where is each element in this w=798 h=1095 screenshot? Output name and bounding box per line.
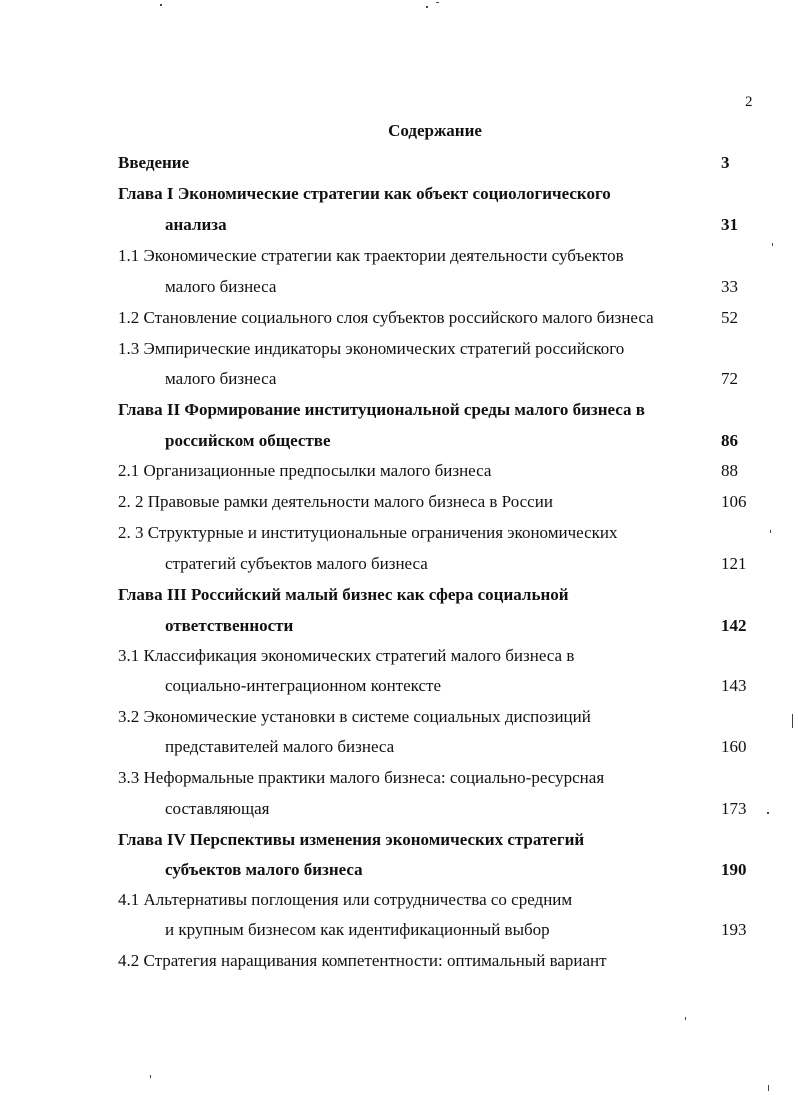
toc-section-2-3: 2. 3 Структурные и институциональные ограничения экономических <box>118 523 618 542</box>
toc-chapter-4-title-cont: субъектов малого бизнеса <box>165 860 363 879</box>
toc-section-1-3: 1.3 Эмпирические индикаторы экономических стратегий российского <box>118 339 625 358</box>
scan-speck <box>792 714 793 728</box>
toc-section-3-3: 3.3 Неформальные практики малого бизнеса: социально-ресурсная <box>118 768 605 787</box>
toc-section-2-1: 2.1 Организационные предпосылки малого бизнеса <box>118 461 492 480</box>
toc-section-1-3-cont: малого бизнеса <box>165 369 277 388</box>
toc-page-chapter-1: 31 <box>721 215 738 234</box>
toc-section-3-1: 3.1 Классификация экономических стратегий малого бизнеса в <box>118 646 575 665</box>
toc-section-4-1: 4.1 Альтернативы поглощения или сотрудничества со средним <box>118 890 573 909</box>
toc-chapter-4-title: Глава IV Перспективы изменения экономических стратегий <box>118 830 585 849</box>
toc-page-chapter-3: 142 <box>721 616 747 635</box>
toc-section-3-2: 3.2 Экономические установки в системе социальных диспозиций <box>118 707 591 726</box>
toc-page-section-1-1: 33 <box>721 277 738 296</box>
toc-section-3-2-cont: представителей малого бизнеса <box>165 737 395 756</box>
toc-page-section-3-2: 160 <box>721 737 747 756</box>
toc-page-chapter-2: 86 <box>721 431 738 450</box>
toc-section-4-1-cont: и крупным бизнесом как идентификационный выбор <box>165 920 550 939</box>
scan-speck <box>160 4 162 6</box>
scan-speck <box>772 243 773 246</box>
scan-speck <box>150 1075 151 1078</box>
toc-page-section-2-3: 121 <box>721 554 747 573</box>
toc-page-chapter-4: 190 <box>721 860 747 879</box>
scan-speck <box>436 2 439 3</box>
toc-page-section-4-1: 193 <box>721 920 747 939</box>
toc-page-section-2-1: 88 <box>721 461 738 480</box>
toc-page-section-2-2: 106 <box>721 492 747 511</box>
toc-chapter-3-title-cont: ответственности <box>165 616 294 635</box>
toc-section-4-2: 4.2 Стратегия наращивания компетентности: оптимальный вариант <box>118 951 607 970</box>
toc-page-section-3-1: 143 <box>721 676 747 695</box>
toc-page-section-3-3: 173 <box>721 799 747 818</box>
toc-chapter-3-title: Глава III Российский малый бизнес как сфера социальной <box>118 585 569 604</box>
toc-page-section-1-3: 72 <box>721 369 738 388</box>
toc-section-2-3-cont: стратегий субъектов малого бизнеса <box>165 554 428 573</box>
toc-section-1-1: 1.1 Экономические стратегии как траектории деятельности субъектов <box>118 246 624 265</box>
toc-section-2-2: 2. 2 Правовые рамки деятельности малого бизнеса в России <box>118 492 553 511</box>
toc-chapter-2-title: Глава II Формирование институциональной среды малого бизнеса в <box>118 400 645 419</box>
scan-speck <box>685 1017 686 1020</box>
toc-section-1-2: 1.2 Становление социального слоя субъектов российского малого бизнеса <box>118 308 654 327</box>
toc-section-1-1-cont: малого бизнеса <box>165 277 277 296</box>
toc-page-section-1-2: 52 <box>721 308 738 327</box>
toc-chapter-1-title-cont: анализа <box>165 215 227 234</box>
scan-speck <box>768 1085 769 1091</box>
page-title: Содержание <box>388 121 482 140</box>
scan-speck <box>770 530 771 533</box>
scan-speck <box>767 812 769 814</box>
toc-page-introduction: 3 <box>721 153 730 172</box>
toc-section-3-1-cont: социально-интеграционном контексте <box>165 676 442 695</box>
scan-speck <box>426 6 428 8</box>
toc-chapter-2-title-cont: российском обществе <box>165 431 331 450</box>
toc-chapter-1-title: Глава I Экономические стратегии как объект социологического <box>118 184 611 203</box>
page-number: 2 <box>745 94 753 110</box>
toc-entry-introduction: Введение <box>118 153 190 172</box>
toc-section-3-3-cont: составляющая <box>165 799 270 818</box>
